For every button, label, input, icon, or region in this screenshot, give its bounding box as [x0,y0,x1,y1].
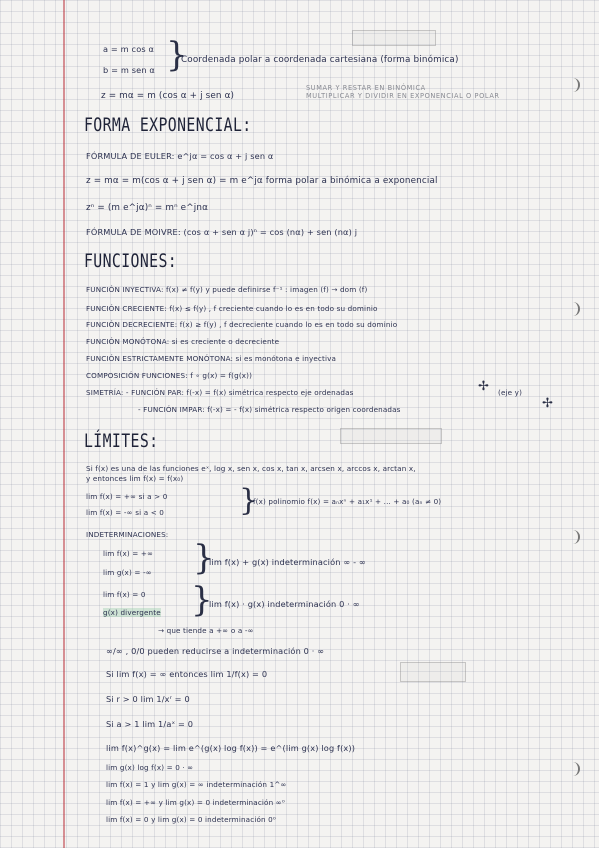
note-line-highlighted: g(x) divergente [103,608,161,617]
binder-hole-icon [568,530,580,544]
note-line: Si f(x) es una de las funciones eˣ, log x, sen x, cos x, tan x, arcsen x, arccos x, arctan x, [86,464,416,473]
note-line: Si a > 1 lim 1/aˣ = 0 [106,719,194,729]
note-line: COMPOSICIÓN FUNCIONES: f ∘ g(x) = f(g(x)) [86,371,253,380]
binder-hole-icon [568,78,580,92]
note-line: FUNCIÓN CRECIENTE: f(x) ≤ f(y) , f creciente cuando lo es en todo su dominio [86,304,378,313]
note-line: FUNCIÓN MONÓTONA: si es creciente o decreciente [86,337,280,346]
brace-icon: } [191,580,213,620]
note-line: - FUNCIÓN IMPAR: f(-x) = - f(x) simétrica respecto origen coordenadas [138,405,401,414]
note-line: Si lim f(x) = ∞ entonces lim 1/f(x) = 0 [106,669,268,679]
note-line: lim f(x)^g(x) = lim e^(g(x) log f(x)) = e^(lim g(x) log f(x)) [106,743,356,753]
note-line: FUNCIÓN INYECTIVA: f(x) ≠ f(y) y puede definirse f⁻¹ : imagen (f) → dom (f) [86,285,368,294]
note-line: zⁿ = (m e^jα)ⁿ = mⁿ e^jnα [86,203,209,213]
note-line: z = mα = m(cos α + j sen α) = m e^jα forma polar a binómica a exponencial [86,176,438,186]
note-line: → que tiende a +∞ o a -∞ [158,626,254,635]
note-line: Si r > 0 lim 1/xʳ = 0 [106,694,190,704]
note-line: lim f(x) + g(x) indeterminación ∞ - ∞ [209,557,366,567]
brace-icon: } [166,35,188,75]
note-line: f(x) polinomio f(x) = aₙxⁿ + a₁x¹ + ... + a₀ (aₙ ≠ 0) [253,497,442,506]
note-line: b = m sen α [103,65,155,75]
note-line: (eje y) [498,388,523,397]
pencil-note: MULTIPLICAR Y DIVIDIR EN EXPONENCIAL O POLAR [306,92,500,100]
axis-sketch-icon: ✢ [478,379,489,394]
pencil-scribble [340,428,442,444]
note-line: ∞/∞ , 0/0 pueden reducirse a indeterminación 0 · ∞ [106,646,325,656]
note-line: a = m cos α [103,44,155,54]
pencil-note: SUMAR Y RESTAR EN BINÓMICA [306,84,426,92]
note-line: INDETERMINACIONES: [86,530,169,539]
note-line: lim f(x) = +∞ si a > 0 [86,492,168,501]
note-line: FÓRMULA DE EULER: e^jα = cos α + j sen α [86,151,274,161]
note-line: lim f(x) = 1 y lim g(x) = ∞ indeterminación 1^∞ [106,780,287,789]
note-line: lim g(x) log f(x) = 0 · ∞ [106,763,194,772]
note-line: lim f(x) = 0 [103,590,146,599]
note-line: lim f(x) · g(x) indeterminación 0 · ∞ [209,599,360,609]
pencil-scribble [352,30,436,46]
section-heading: LÍMITES: [84,430,159,452]
axis-sketch-icon: ✢ [542,396,553,411]
section-heading: FUNCIONES: [84,250,178,272]
note-line: lim f(x) = 0 y lim g(x) = 0 indeterminación 0⁰ [106,815,276,824]
binder-hole-icon [568,762,580,776]
note-line: lim g(x) = -∞ [103,568,152,577]
pencil-scribble [400,662,466,682]
note-line: lim f(x) = +∞ [103,549,154,558]
note-line: z = mα = m (cos α + j sen α) [101,91,235,101]
note-line: Coordenada polar a coordenada cartesiana (forma binómica) [181,55,459,65]
note-line: lim f(x) = -∞ si a < 0 [86,508,165,517]
note-line: FÓRMULA DE MOIVRE: (cos α + sen α j)ⁿ = cos (nα) + sen (nα) j [86,227,358,237]
section-heading: FORMA EXPONENCIAL: [84,114,252,136]
note-line: lim f(x) = +∞ y lim g(x) = 0 indeterminación ∞⁰ [106,798,285,807]
note-line: FUNCIÓN DECRECIENTE: f(x) ≥ f(y) , f decreciente cuando lo es en todo su dominio [86,320,398,329]
note-line: SIMETRÍA: - FUNCIÓN PAR: f(-x) = f(x) simétrica respecto eje ordenadas [86,388,354,397]
note-line: y entonces lim f(x) = f(x₀) [86,474,184,483]
note-line: FUNCIÓN ESTRICTAMENTE MONÓTONA: si es monótona e inyectiva [86,354,337,363]
brace-icon: } [193,538,215,578]
brace-icon: } [239,483,259,518]
binder-hole-icon [568,302,580,316]
page-margin-line [63,0,65,848]
